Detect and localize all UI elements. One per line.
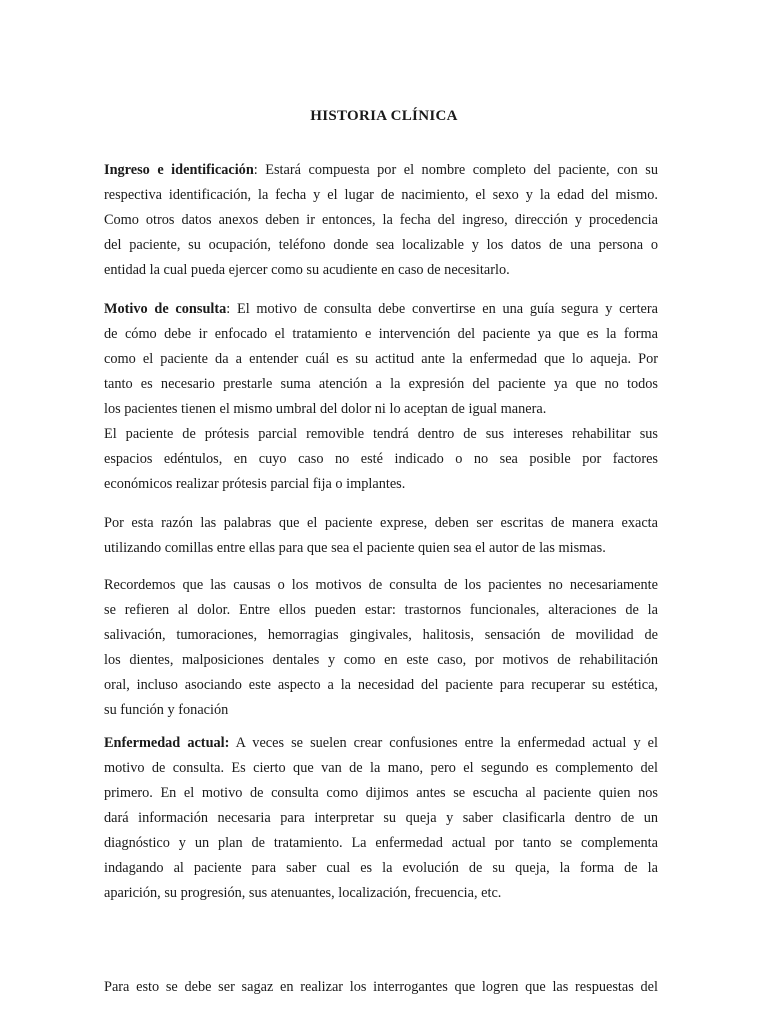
text-line: aparición, su progresión, sus atenuantes, localización, frecuencia, etc. — [104, 885, 502, 901]
text-line: su función y fonación — [104, 702, 229, 718]
text-line: entidad la cual pueda ejercer como su acudiente en caso de necesitarlo. — [104, 262, 510, 278]
text-line: Ingreso e identificación: Estará compuesta por el nombre completo del paciente, con su — [104, 162, 658, 178]
text-line: Motivo de consulta: El motivo de consulta debe convertirse en una guía segura y certera — [104, 301, 658, 317]
text-line: se refieren al dolor. Entre ellos pueden estar: trastornos funcionales, alteraciones de la — [104, 602, 658, 618]
paragraph-sagaz — [104, 975, 658, 1000]
text-line: salivación, tumoraciones, hemorragias gingivales, halitosis, sensación de movilidad de — [104, 627, 658, 643]
paragraph-motivo — [104, 297, 658, 497]
text-line: primero. En el motivo de consulta como dijimos antes se escucha al paciente quien nos — [104, 785, 658, 801]
text-line: Por esta razón las palabras que el paciente exprese, deben ser escritas de manera exacta — [104, 515, 658, 531]
text-line: dará información necesaria para interpretar su queja y saber clasificarla dentro de un — [104, 810, 658, 826]
paragraph-causas — [104, 573, 658, 723]
text-line: Para esto se debe ser sagaz en realizar los interrogantes que logren que las respuestas del — [104, 979, 658, 995]
text-line: económicos realizar prótesis parcial fija o implantes. — [104, 476, 406, 492]
text-line: de cómo debe ir enfocado el tratamiento e intervención del paciente ya que es la forma — [104, 326, 658, 342]
text-line: espacios edéntulos, en cuyo caso no esté indicado o no sea posible por factores — [104, 451, 658, 467]
text-line: diagnóstico y un plan de tratamiento. La enfermedad actual por tanto se complementa — [104, 835, 658, 851]
text-line: El paciente de prótesis parcial removible tendrá dentro de sus intereses rehabilitar sus — [104, 426, 658, 442]
section-heading-motivo: Motivo de consulta — [104, 301, 227, 317]
text-line: oral, incluso asociando este aspecto a la necesidad del paciente para recuperar su estética, — [104, 677, 658, 693]
text-line: Enfermedad actual: A veces se suelen crear confusiones entre la enfermedad actual y el — [104, 735, 658, 751]
text-line: Como otros datos anexos deben ir entonces, la fecha del ingreso, dirección y procedencia — [104, 212, 658, 228]
paragraph-enfermedad — [104, 731, 658, 906]
page-title: HISTORIA CLÍNICA — [310, 108, 458, 124]
text-line: utilizando comillas entre ellas para que sea el paciente quien sea el autor de las mismas. — [104, 540, 606, 556]
text-line: los pacientes tienen el mismo umbral del dolor ni lo aceptan de igual manera. — [104, 401, 547, 417]
text-line: Recordemos que las causas o los motivos de consulta de los pacientes no necesariamente — [104, 577, 658, 593]
paragraph-razon — [104, 511, 658, 561]
section-heading-ingreso: Ingreso e identificación — [104, 162, 254, 178]
text-line: motivo de consulta. Es cierto que van de la mano, pero el segundo es complemento del — [104, 760, 658, 776]
text-line: los dientes, malposiciones dentales y como en este caso, por motivos de rehabilitación — [104, 652, 658, 668]
paragraph-ingreso — [104, 158, 658, 283]
text-line: del paciente, su ocupación, teléfono donde sea localizable y los datos de una persona o — [104, 237, 658, 253]
text-line: como el paciente da a entender cuál es su actitud ante la enfermedad que lo aqueja. Por — [104, 351, 658, 367]
text-line: respectiva identificación, la fecha y el lugar de nacimiento, el sexo y la edad del mismo. — [104, 187, 658, 203]
text-line: tanto es necesario prestarle suma atención a la expresión del paciente ya que no todos — [104, 376, 658, 392]
text-line: indagando al paciente para saber cual es la evolución de su queja, la forma de la — [104, 860, 658, 876]
section-heading-enfermedad: Enfermedad actual: — [104, 735, 230, 751]
